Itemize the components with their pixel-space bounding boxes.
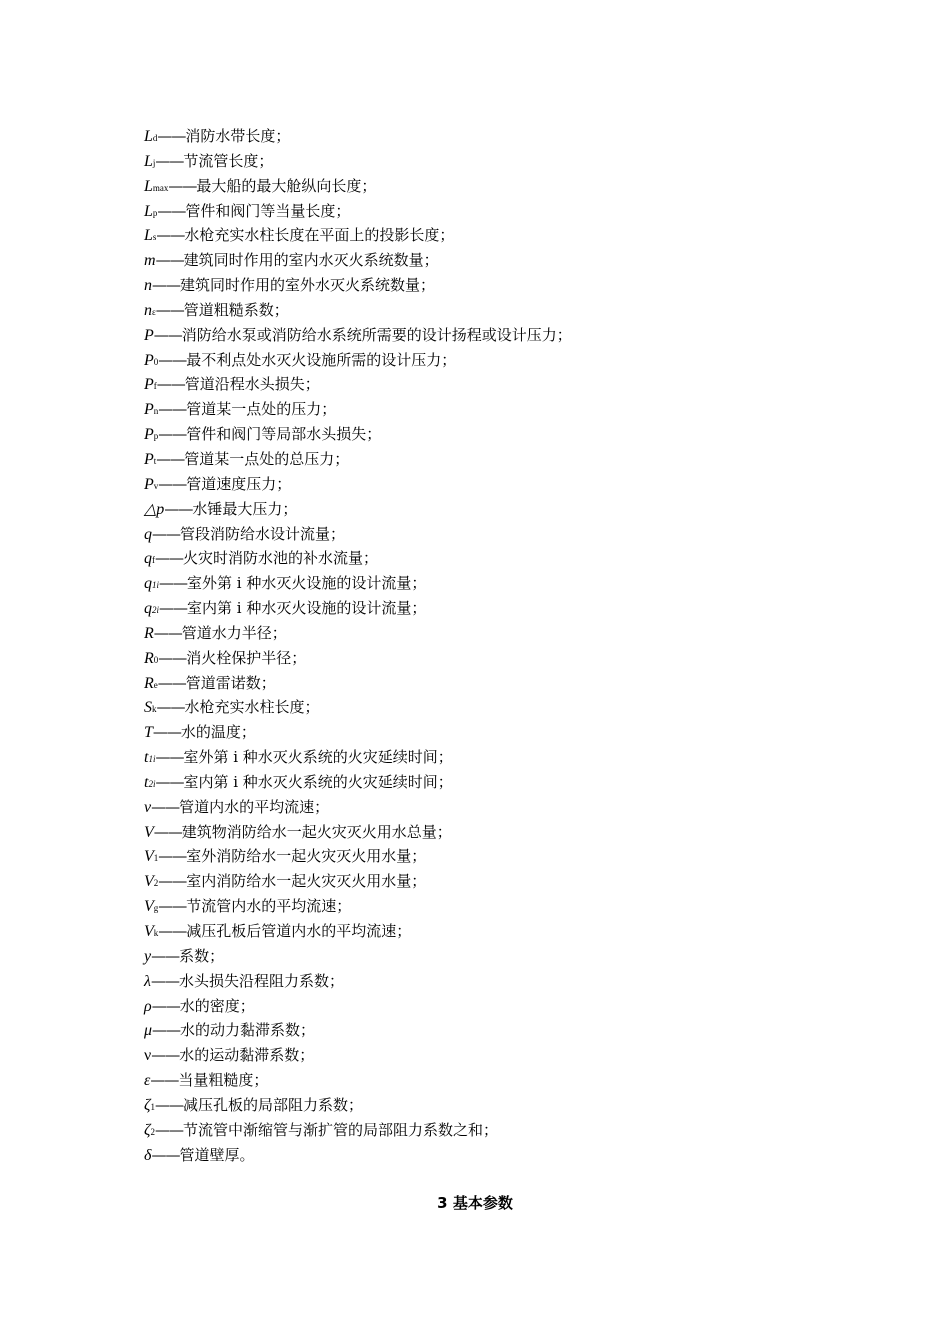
symbol-description: 室外消防给水一起火灾灭火用水量； <box>186 847 427 866</box>
symbol-letter: m <box>144 252 156 270</box>
symbol-description: 建筑同时作用的室外水灭火系统数量； <box>180 276 436 295</box>
symbol-letter: R <box>144 624 154 642</box>
symbol-subscript: 1i <box>152 580 160 591</box>
symbol-letter: v <box>144 798 152 816</box>
symbol-subscript: f <box>153 381 157 392</box>
symbol-description: 管道壁厚。 <box>179 1145 255 1164</box>
symbol-description: 管道速度压力； <box>186 474 292 493</box>
symbol-subscript: t <box>153 455 157 466</box>
em-dash-separator: —— <box>150 971 179 990</box>
em-dash-separator: —— <box>159 599 188 618</box>
symbol-description: 消防水带长度； <box>185 127 291 145</box>
symbol-row <box>144 869 844 894</box>
symbol-description: 管道雷诺数； <box>185 673 276 692</box>
em-dash-separator: —— <box>156 698 185 717</box>
symbol-subscript: ε <box>152 306 156 317</box>
em-dash-separator: —— <box>151 797 180 816</box>
em-dash-separator: —— <box>155 748 184 767</box>
em-dash-separator: —— <box>155 300 184 319</box>
symbol-subscript: v <box>153 480 159 491</box>
symbol-letter: t <box>144 749 149 767</box>
em-dash-separator: —— <box>155 772 184 791</box>
symbol-subscript: s <box>152 232 157 243</box>
em-dash-separator: —— <box>158 425 187 444</box>
symbol-letter: ν <box>144 1047 152 1065</box>
symbol-description: 节流管内水的平均流速； <box>186 897 352 916</box>
symbol-letter: L <box>144 202 153 220</box>
symbol-subscript: 2 <box>150 1126 155 1137</box>
symbol-row <box>144 820 844 845</box>
symbol-letter: ζ <box>144 1121 151 1139</box>
symbol-row <box>144 522 844 547</box>
symbol-description: 管件和阀门等局部水头损失； <box>186 425 382 444</box>
symbol-subscript: 0 <box>153 356 159 367</box>
em-dash-separator: —— <box>152 1021 181 1040</box>
symbol-description: 建筑物消防给水一起火灾灭火用水总量； <box>181 822 452 841</box>
symbol-row <box>144 323 844 348</box>
symbol-subscript: max <box>152 182 169 193</box>
symbol-description: 管道沿程水头损失； <box>184 375 320 394</box>
symbol-row <box>144 671 844 696</box>
symbol-row <box>144 497 844 522</box>
symbol-subscript: 2 <box>153 878 159 889</box>
symbol-letter: P <box>144 401 154 419</box>
symbol-letter: △p <box>144 500 165 518</box>
em-dash-separator: —— <box>158 474 187 493</box>
em-dash-separator: —— <box>151 1145 180 1164</box>
symbol-description: 当量粗糙度； <box>178 1071 269 1090</box>
symbol-letter: y <box>144 947 152 965</box>
em-dash-separator: —— <box>155 549 183 568</box>
symbol-letter: ρ <box>144 997 152 1015</box>
symbol-subscript: 2i <box>148 778 156 789</box>
symbol-row <box>144 447 844 472</box>
symbol-row <box>144 348 844 373</box>
symbol-subscript: d <box>152 133 158 143</box>
em-dash-separator: —— <box>158 847 187 866</box>
symbol-description: 水的运动黏滞系数； <box>179 1046 315 1065</box>
symbol-letter: P <box>144 351 154 369</box>
em-dash-separator: —— <box>151 946 180 965</box>
em-dash-separator: —— <box>153 822 182 841</box>
symbol-subscript: p <box>152 207 158 218</box>
symbol-subscript: k <box>152 704 157 715</box>
symbol-description: 减压孔板后管道内水的平均流速； <box>186 922 412 940</box>
symbol-subscript: k <box>153 928 159 938</box>
symbol-row <box>144 223 844 248</box>
symbol-row <box>144 1068 844 1093</box>
symbol-row <box>144 298 844 323</box>
symbol-description: 管段消防给水设计流量； <box>180 524 346 543</box>
symbol-letter: L <box>144 128 153 145</box>
symbol-letter: V <box>144 848 154 866</box>
em-dash-separator: —— <box>158 350 187 369</box>
symbol-letter: V <box>144 873 154 891</box>
em-dash-separator: —— <box>150 1071 179 1090</box>
symbol-row <box>144 546 844 571</box>
em-dash-separator: —— <box>159 574 188 593</box>
em-dash-separator: —— <box>158 922 187 940</box>
em-dash-separator: —— <box>156 375 185 394</box>
em-dash-separator: —— <box>156 226 185 245</box>
symbol-description: 节流管中渐缩管与渐扩管的局部阻力系数之和； <box>182 1120 498 1139</box>
symbol-row <box>144 149 844 174</box>
symbol-letter: ζ <box>144 1096 151 1114</box>
em-dash-separator: —— <box>155 151 184 170</box>
em-dash-separator: —— <box>156 449 185 468</box>
symbol-subscript: 0 <box>153 654 159 665</box>
symbol-description: 水的温度； <box>180 723 256 742</box>
symbol-description: 管件和阀门等当量长度； <box>185 201 351 220</box>
symbol-subscript: e <box>153 679 158 690</box>
symbol-description: 室外第 i 种水灭火设施的设计流量； <box>187 574 427 593</box>
symbol-letter: q <box>144 525 152 543</box>
symbol-letter: T <box>144 724 153 742</box>
symbol-letter: P <box>144 326 154 344</box>
symbol-row <box>144 894 844 919</box>
symbol-subscript: f <box>152 555 155 566</box>
symbol-row <box>144 273 844 298</box>
symbol-row <box>144 969 844 994</box>
symbol-description: 室外第 i 种水灭火系统的火灾延续时间； <box>183 748 453 767</box>
symbol-row <box>144 571 844 596</box>
symbol-description: 室内消防给水一起火灾灭火用水量； <box>186 872 427 891</box>
symbol-row <box>144 720 844 745</box>
symbol-row <box>144 770 844 795</box>
symbol-description: 最大船的最大舱纵向长度； <box>196 176 377 195</box>
symbol-row <box>144 844 844 869</box>
symbol-letter: ε <box>144 1072 151 1090</box>
symbol-letter: R <box>144 649 154 667</box>
symbol-letter: V <box>144 898 154 916</box>
symbol-letter: V <box>144 923 154 940</box>
section-heading: 3 基本参数 <box>437 1194 513 1212</box>
symbol-list <box>144 124 844 1167</box>
symbol-row <box>144 994 844 1019</box>
symbol-letter: L <box>144 227 153 245</box>
em-dash-separator: —— <box>168 176 197 195</box>
em-dash-separator: —— <box>164 499 193 518</box>
symbol-letter: t <box>144 773 149 791</box>
em-dash-separator: —— <box>158 872 187 891</box>
em-dash-separator: —— <box>152 723 181 742</box>
symbol-letter: q <box>144 575 152 593</box>
em-dash-separator: —— <box>151 996 180 1015</box>
symbol-letter: λ <box>144 972 151 990</box>
em-dash-separator: —— <box>153 325 182 344</box>
symbol-row <box>144 174 844 199</box>
symbol-row <box>144 1118 844 1143</box>
symbol-description: 室内第 i 种水灭火设施的设计流量； <box>187 599 427 618</box>
symbol-row <box>144 919 844 944</box>
em-dash-separator: —— <box>155 251 184 270</box>
symbol-letter: P <box>144 475 154 493</box>
symbol-description: 系数； <box>179 946 225 965</box>
symbol-description: 水锤最大压力； <box>192 499 298 518</box>
em-dash-separator: —— <box>151 1046 180 1065</box>
symbol-description: 减压孔板的局部阻力系数； <box>182 1095 363 1114</box>
symbol-subscript: g <box>153 903 159 914</box>
symbol-description: 节流管长度； <box>183 151 274 170</box>
em-dash-separator: —— <box>157 127 186 145</box>
em-dash-separator: —— <box>158 648 187 667</box>
em-dash-separator: —— <box>154 1120 183 1139</box>
symbol-letter: μ <box>144 1022 153 1040</box>
symbol-row <box>144 646 844 671</box>
symbol-description: 管道内水的平均流速； <box>179 797 330 816</box>
symbol-letter: n <box>144 277 152 295</box>
symbol-description: 管道某一点处的压力； <box>186 400 337 419</box>
symbol-row <box>144 372 844 397</box>
symbol-letter: δ <box>144 1146 152 1164</box>
symbol-subscript: 1i <box>148 754 156 765</box>
symbol-letter: q <box>144 550 152 568</box>
symbol-row <box>144 472 844 497</box>
em-dash-separator: —— <box>157 201 186 220</box>
symbol-row <box>144 944 844 969</box>
symbol-letter: P <box>144 376 154 394</box>
symbol-letter: R <box>144 674 154 692</box>
symbol-description: 管道某一点处的总压力； <box>184 449 350 468</box>
em-dash-separator: —— <box>158 400 187 419</box>
symbol-description: 水头损失沿程阻力系数； <box>178 971 344 990</box>
symbol-subscript: 1 <box>153 853 159 864</box>
symbol-subscript: j <box>152 157 156 168</box>
symbol-description: 火灾时消防水池的补水流量； <box>183 549 379 568</box>
symbol-description: 水的动力黏滞系数； <box>180 1021 316 1040</box>
symbol-letter: P <box>144 450 154 468</box>
em-dash-separator: —— <box>152 524 180 543</box>
symbol-description: 水的密度； <box>179 996 255 1015</box>
em-dash-separator: —— <box>152 276 180 295</box>
symbol-letter: S <box>144 699 152 717</box>
symbol-row <box>144 248 844 273</box>
symbol-letter: P <box>144 426 154 444</box>
symbol-row <box>144 422 844 447</box>
symbol-description: 水枪充实水柱长度在平面上的投影长度； <box>184 226 455 245</box>
symbol-letter: q <box>144 600 152 618</box>
symbol-description: 最不利点处水灭火设施所需的设计压力； <box>186 350 457 369</box>
symbol-description: 管道水力半径； <box>181 623 287 642</box>
em-dash-separator: —— <box>158 897 187 916</box>
symbol-row <box>144 124 844 149</box>
em-dash-separator: —— <box>157 673 186 692</box>
symbol-row <box>144 1093 844 1118</box>
symbol-description: 管道粗糙系数； <box>183 300 289 319</box>
symbol-subscript: p <box>153 431 159 442</box>
symbol-row <box>144 397 844 422</box>
symbol-description: 建筑同时作用的室内水灭火系统数量； <box>183 251 439 270</box>
symbol-row <box>144 621 844 646</box>
symbol-row <box>144 695 844 720</box>
em-dash-separator: —— <box>153 623 182 642</box>
symbol-row <box>144 596 844 621</box>
symbol-row <box>144 1043 844 1068</box>
symbol-description: 消火栓保护半径； <box>186 648 307 667</box>
symbol-row <box>144 1018 844 1043</box>
symbol-row <box>144 1143 844 1168</box>
symbol-subscript: n <box>153 406 159 417</box>
symbol-subscript: 1 <box>150 1101 155 1112</box>
symbol-subscript: 2i <box>152 605 160 616</box>
symbol-description: 水枪充实水柱长度； <box>184 698 320 717</box>
symbol-row <box>144 745 844 770</box>
em-dash-separator: —— <box>154 1095 183 1114</box>
symbol-description: 室内第 i 种水灭火系统的火灾延续时间； <box>183 772 453 791</box>
symbol-letter: V <box>144 823 154 841</box>
symbol-row <box>144 199 844 224</box>
symbol-letter: L <box>144 152 153 170</box>
symbol-description: 消防给水泵或消防给水系统所需要的设计扬程或设计压力； <box>181 325 572 344</box>
symbol-row <box>144 795 844 820</box>
symbol-letter: L <box>144 177 153 195</box>
symbol-letter: n <box>144 301 152 319</box>
